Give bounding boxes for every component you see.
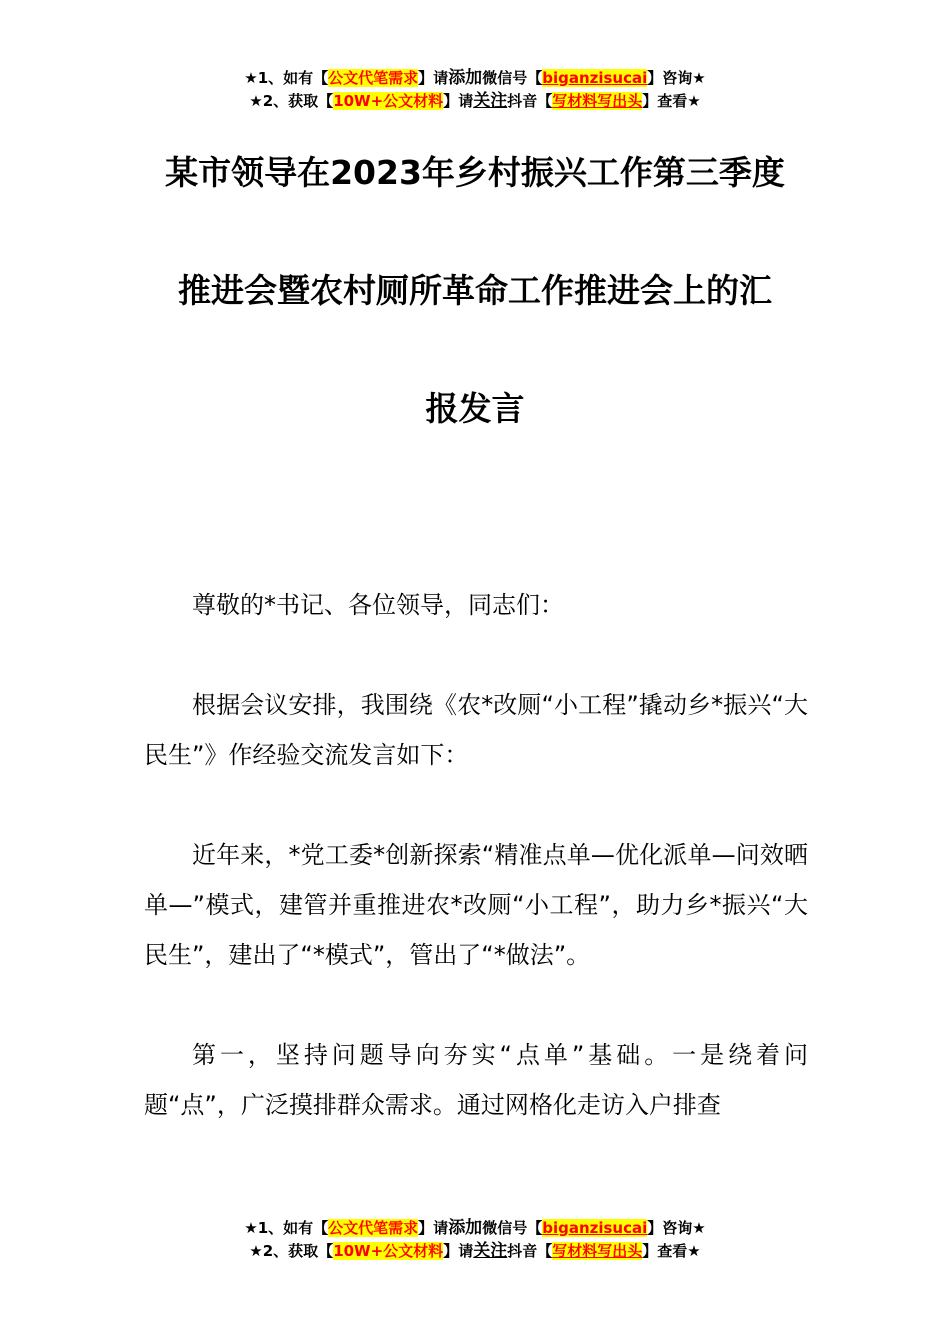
promo-line-2: ★2、获取【10W+公文材料】请关注抖音【写材料写出头】查看★ — [249, 1241, 701, 1261]
douyin-account-link[interactable]: 写材料写出头 — [552, 92, 643, 110]
document-title — [140, 145, 810, 499]
title-line-2: 推进会暨农村厕所革命工作推进会上的汇 — [178, 271, 772, 310]
intro-paragraph: 根据会议安排，我围绕《农*改厕“小工程”撬动乡*振兴“大民生”》作经验交流发言如下： — [144, 691, 808, 769]
wechat-id-link[interactable]: biganzisucai — [542, 69, 648, 87]
overview-paragraph: 近年来，*党工委*创新探索“精准点单—优化派单—问效晒单—”模式，建管并重推进农*改厕“小工程”，助力乡*振兴“大民生”，建出了“*模式”，管出了“*做法”。 — [144, 841, 808, 969]
salutation-paragraph: 尊敬的*书记、各位领导，同志们： — [192, 591, 564, 619]
wechat-id-link[interactable]: biganzisucai — [542, 1219, 648, 1237]
highlight-writing-service: 公文代笔需求 — [328, 69, 419, 87]
title-line-1: 某市领导在2023年乡村振兴工作第三季度 — [165, 153, 785, 192]
first-point-paragraph: 第一，坚持问题导向夯实“点单”基础。一是绕着问题“点”，广泛摸排群众需求。通过网格化走访入户排查 — [144, 1041, 808, 1119]
douyin-account-link[interactable]: 写材料写出头 — [552, 1242, 643, 1260]
title-line-3: 报发言 — [425, 389, 525, 428]
page-bottom-margin — [0, 1174, 950, 1214]
document-body — [144, 580, 808, 1180]
header-promo-banner — [0, 67, 950, 113]
promo-line-2: ★2、获取【10W+公文材料】请关注抖音【写材料写出头】查看★ — [249, 91, 701, 111]
promo-line-1: ★1、如有【公文代笔需求】请添加微信号【biganzisucai】咨询★ — [244, 1218, 706, 1238]
highlight-writing-service: 公文代笔需求 — [328, 1219, 419, 1237]
promo-line-1: ★1、如有【公文代笔需求】请添加微信号【biganzisucai】咨询★ — [244, 68, 706, 88]
highlight-materials: 10W+公文材料 — [333, 92, 444, 110]
footer-promo-banner — [0, 1217, 950, 1263]
highlight-materials: 10W+公文材料 — [333, 1242, 444, 1260]
